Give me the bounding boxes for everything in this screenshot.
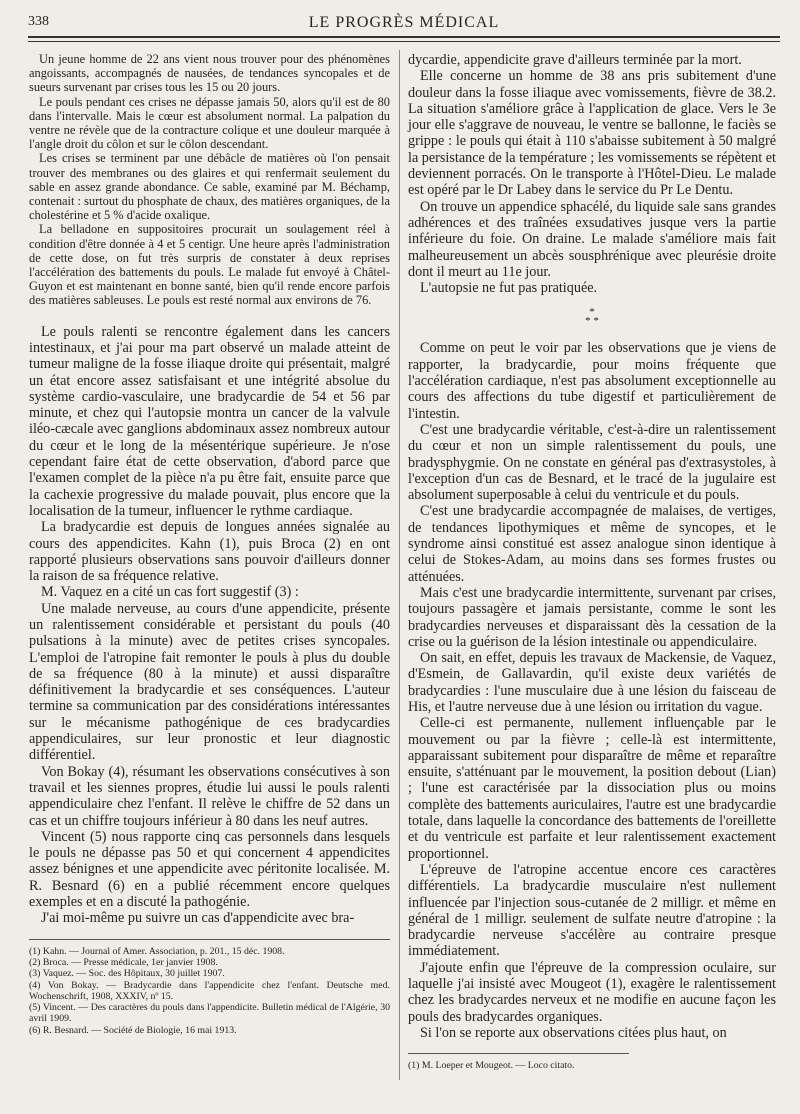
footnote-rule: [29, 939, 390, 940]
header-rule: [28, 36, 780, 42]
left-column: [29, 52, 390, 1036]
body-text: [408, 52, 776, 296]
footnote: (1) M. Loeper et Mougeot. — Loco citato.: [408, 1060, 575, 1072]
paragraph: La bradycardie est depuis de longues années signalée au cours des appendicites. Kahn (1), puis Broca (2) en ont rapporté plusieurs observations sans pouvoir d'ailleurs donner la raison de sa fréquence relative.: [29, 519, 390, 585]
paragraph: Von Bokay (4), résumant les observations consécutives à son travail et les siennes propres, étudie lui aussi le pouls ralenti appendiculaire chez l'enfant. Il relève le chiffre de 52 dans un cas et un chiffre toujours inférieur à 80 dans les neuf autres.: [29, 763, 390, 829]
page-number: 338: [28, 14, 49, 29]
footnote: (4) Von Bokay. — Bradycardie dans l'appendicite chez l'enfant. Deutsche med. Wochenschrift, 1908, XXXIV, nº 15.: [29, 979, 390, 1002]
footnote: (3) Vaquez. — Soc. des Hôpitaux, 30 juillet 1907.: [29, 968, 225, 980]
separator-stars-bottom: * *: [585, 315, 599, 328]
footnote: (1) Kahn. — Journal of Amer. Association, p. 201., 15 déc. 1908.: [29, 945, 285, 957]
paragraph: On sait, en effet, depuis les travaux de Mackensie, de Vaquez, d'Esmein, de Gallavardin, qu'il existe deux variétés de bradycardies : l'une musculaire due à une lésion du faisceau de His, et l'autre nerveuse due à une lésion ou irritation du vague.: [408, 650, 776, 715]
paragraph: On trouve un appendice sphacélé, du liquide sale sans grandes adhérences et des traînées exsudatives jusque vers la partie inférieure du foie. On draine. Le malade s'améliore mais fait malheureusement un abcès sousphrénique avec pleurésie droite dont il meurt au 11e jour.: [408, 198, 776, 280]
paragraph: Le pouls ralenti se rencontre également dans les cancers intestinaux, et j'ai pour ma part observé un malade atteint de tumeur maligne de la fosse iliaque droite qui présentait, malgré un état encore assez satisfaisant et une intégrité absolue du système cardio-vasculaire, une bradycardie de 54 et 56 par minute, et chez qui l'autopsie montra un cancer de la valvule iléo-cæcale avec ganglions abdominaux assez nombreux autour du cœur et le long de la mésentérique supérieure. Je n'ose cependant faire état de cette observation, d'abord parce que l'examen complet de la pièce n'a pu être fait, ensuite parce que la cachexie progressive du malade pouvait, plus encore que la localisation de la tumeur, influencer le rythme cardiaque.: [29, 323, 390, 519]
paragraph: Vincent (5) nous rapporte cinq cas personnels dans lesquels le pouls ne dépasse pas 50 et qui concernent 4 appendicites assez bénignes et une appendicite avec péritonite localisée. M. R. Besnard (6) en a publié récemment encore quelques exemples et en a discuté la pathogénie.: [29, 828, 390, 911]
observation-block: [29, 52, 390, 308]
paragraph: L'épreuve de l'atropine accentue encore ces caractères différentiels. La bradycardie musculaire n'est nullement influencée par l'injection sous-cutanée de 2 milligr. et même en général de 1 milligr. seulement de sulfate neutre d'atropine : la bradycardie nerveuse s'accélère au contraire presque immédiatement.: [408, 861, 776, 960]
footnote-rule: [408, 1053, 629, 1054]
body-text: [408, 340, 776, 1041]
paragraph: La belladone en suppositoires procurait un soulagement réel à condition d'être donnée à 4 et 5 centigr. Une heure après l'administration de cette dose, on fut très surpris de constater à deux reprises l'accélération des battements du pouls. Le malade fut envoyé à Châtel-Guyon et est maintenant en bonne santé, bien qu'il rende encore parfois des matières sableuses. Le pouls est resté normal aux environs de 76.: [29, 222, 390, 308]
paragraph: L'autopsie ne fut pas pratiquée.: [420, 280, 598, 297]
right-column: [408, 52, 776, 1072]
journal-title: LE PROGRÈS MÉDICAL: [308, 14, 500, 31]
paragraph: J'ai moi-même pu suivre un cas d'appendicite avec bra-: [41, 910, 355, 927]
footnote: (5) Vincent. — Des caractères du pouls dans l'appendicite. Bulletin médical de l'Algérie, 30 avril 1909.: [29, 1002, 390, 1025]
page-header: [28, 14, 780, 38]
paragraph: dycardie, appendicite grave d'ailleurs terminée par la mort.: [408, 52, 742, 68]
paragraph: Comme on peut le voir par les observations que je viens de rapporter, la bradycardie, pour moins fréquente que l'accélération cardiaque, n'est pas absolument exceptionnelle au cours des affections du tube digestif et particulièrement de l'intestin.: [408, 340, 776, 422]
paragraph: Mais c'est une bradycardie intermittente, survenant par crises, toujours passagère et jamais persistante, comme le sont les bradycardies nerveuses et disparaissant dès la cessation de la crise ou la guérison de la lésion intestinale ou appendiculaire.: [408, 584, 776, 650]
paragraph: C'est une bradycardie accompagnée de malaises, de vertiges, de tendances lipothymiques et même de syncopes, et le syndrome ainsi constitué est assez analogue sinon identique à celui de Stokes-Adam, au moins dans ses formes frustes ou atténuées.: [408, 503, 776, 585]
paragraph: Les crises se terminent par une débâcle de matières où l'on pensait trouver des membranes ou des glaires et qui renfermait seulement du sable en assez grande abondance. Ce sable, examiné par M. Béchamp, contenait : surtout du phosphate de chaux, des matières organiques, de la cholestérine et 5 % d'acide oxalique.: [29, 151, 390, 223]
paragraph: M. Vaquez en a cité un cas fort suggestif (3) :: [41, 584, 299, 601]
footnotes: [408, 1060, 776, 1071]
paragraph: J'ajoute enfin que l'épreuve de la compression oculaire, sur laquelle j'ai insisté avec Mougeot (1), exagère le ralentissement chez les bradycardes nerveux et ne modifie en aucune façon les pouls des bradycardes organiques.: [408, 959, 776, 1025]
footnotes: [29, 946, 390, 1036]
footnote: (6) R. Besnard. — Société de Biologie, 16 mai 1913.: [29, 1024, 237, 1036]
paragraph: Une malade nerveuse, au cours d'une appendicite, présente un ralentissement considérable et persistant du pouls (40 pulsations à la minute) avec de petites crises syncopales. L'emploi de l'atropine fait remonter le pouls à plus du double de sa fréquence (80 à la minute) et aussi disparaître définitivement la bradycardie et ses conséquences. L'auteur termine sa communication par des considérations intéressantes sur le mécanisme pathogénique de ces bradycardies appendiculaires, sur leur pronostic et leur diagnostic différentiel.: [29, 600, 390, 764]
paragraph: Celle-ci est permanente, nullement influençable par le mouvement ou par la fièvre ; celle-là est intermittente, apparaissant subitement pour disparaître de même et reparaître ensuite, s'atténuant par le mouvement, la position debout (Lian) ; l'une est caractérisée par la dissociation plus ou moins complète des battements auriculaires, l'autre est une bradycardie totale, dans laquelle la concordance des battements de l'oreillette et du ventricule est parfaite et leur ralentissement exactement proportionnel.: [408, 715, 776, 862]
paragraph: Si l'on se reporte aux observations citées plus haut, on: [420, 1024, 727, 1041]
body-text: [29, 324, 390, 927]
paragraph: Elle concerne un homme de 38 ans pris subitement d'une douleur dans la fosse iliaque avec vomissements, fièvre de 38.2. La situation s'améliore grâce à l'application de glace. Vers le 3e jour elle s'aggrave de nouveau, le ventre se ballonne, le faciès se grippe : le pouls qui était à 110 s'abaisse subitement à 50 malgré la persistance de la température ; les vomissements se répètent et deviennent porracés. On le transporte à l'Hôtel-Dieu. Le malade est opéré par le Dr Labey dans le service du Pr Le Dentu.: [408, 68, 776, 199]
footnote: (2) Broca. — Presse médicale, 1er janvier 1908.: [29, 956, 218, 968]
paragraph: Le pouls pendant ces crises ne dépasse jamais 50, alors qu'il est de 80 dans l'intervalle. Mais le cœur est absolument normal. La palpation du ventre ne révèle que de la contracture colique et une douleur marquée à l'angle droit du côlon et sur le côlon descendant.: [29, 94, 390, 152]
paragraph: C'est une bradycardie véritable, c'est-à-dire un ralentissement du cœur et non un simple ralentissement du pouls, une bradysphygmie. On ne constate en général pas d'extrasystoles, à l'exception d'un cas de Besnard, et le tracé de la jugulaire est absolument superposable à celui du ventricule et du pouls.: [408, 421, 776, 504]
section-separator: [408, 308, 776, 326]
separator-star-top: *: [589, 306, 595, 319]
paragraph: Un jeune homme de 22 ans vient nous trouver pour des phénomènes angoissants, accompagnés de nausées, de tendances syncopales et de sueurs survenant par crises tous les 15 ou 20 jours.: [29, 52, 390, 95]
column-divider: [399, 50, 400, 1080]
